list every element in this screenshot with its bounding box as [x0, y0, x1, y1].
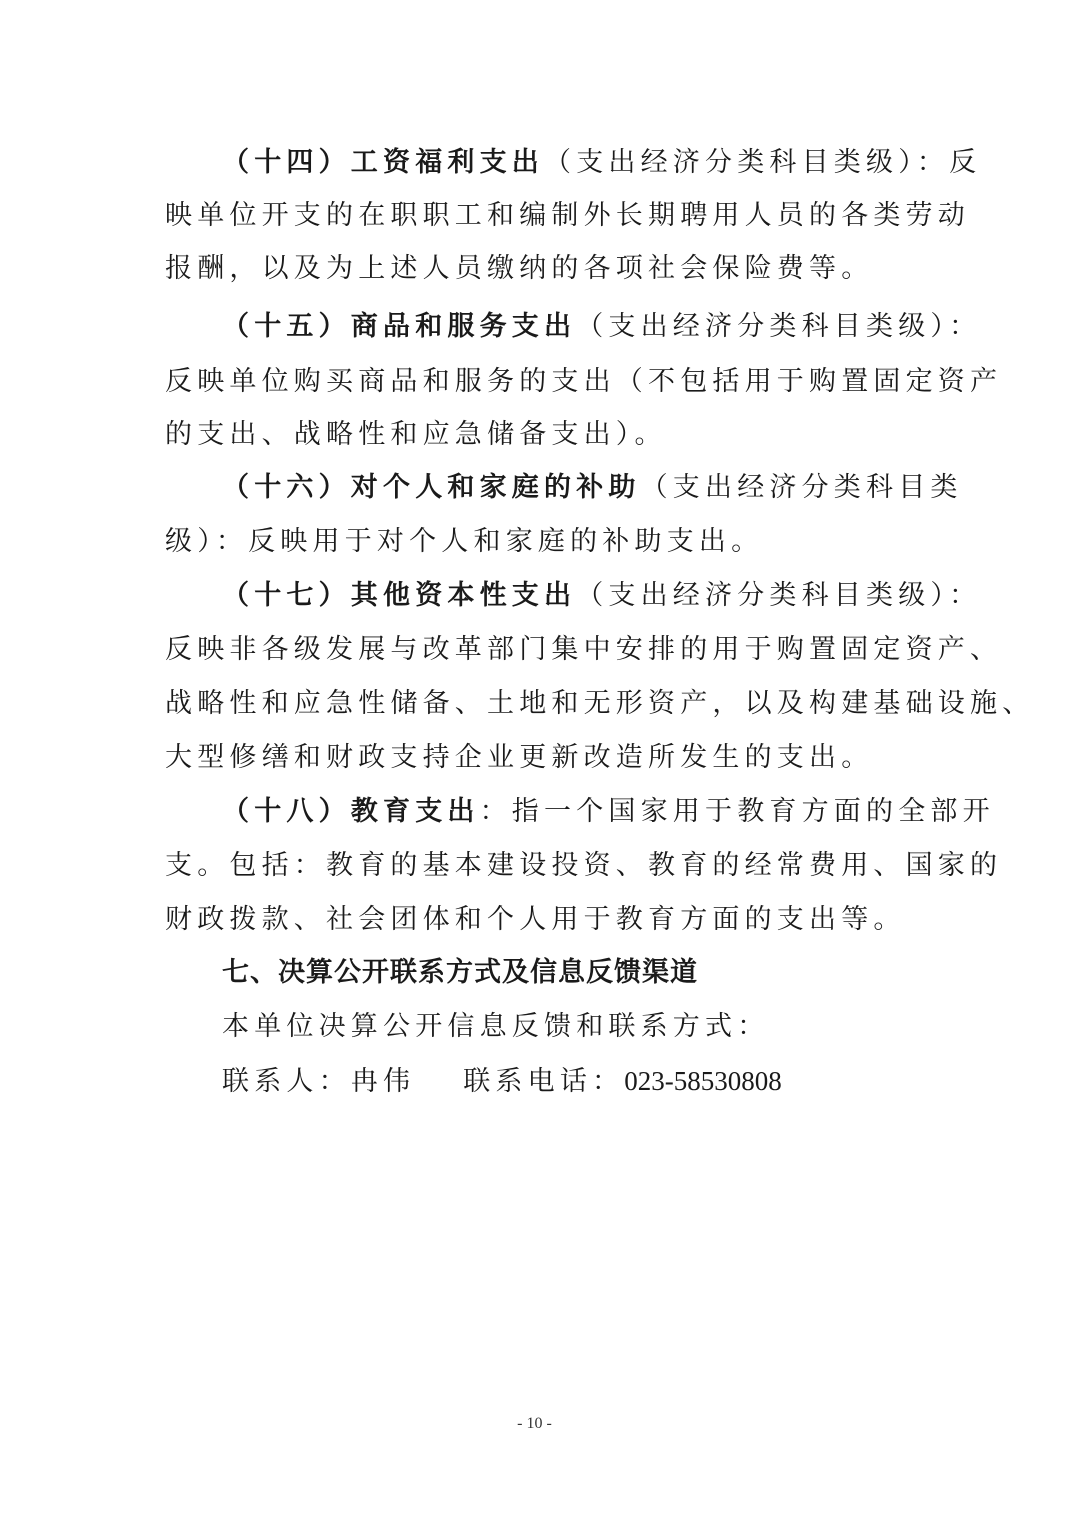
page-number: - 10 - — [517, 1415, 552, 1432]
term-title: （十八）教育支出 — [222, 796, 480, 827]
contact-person-label: 联系人： — [222, 1066, 351, 1097]
paragraph-15-line-3: 的支出、战略性和应急储备支出）。 — [165, 419, 667, 450]
term-title: （十五）商品和服务支出 — [222, 311, 577, 342]
contact-person-name: 冉伟 — [350, 1066, 416, 1097]
paragraph-14-line-1: （十四）工资福利支出（支出经济分类科目类级）：反 — [222, 147, 982, 178]
paragraph-17-line-4: 大型修缮和财政支持企业更新改造所发生的支出。 — [165, 742, 874, 773]
paragraph-17-line-2: 反映非各级发展与改革部门集中安排的用于购置固定资产、 — [165, 634, 1003, 665]
term-title: （十六）对个人和家庭的补助 — [222, 472, 641, 503]
paragraph-14-line-2: 映单位开支的在职职工和编制外长期聘用人员的各类劳动 — [165, 200, 970, 231]
contact-line — [222, 1063, 967, 1100]
paragraph-16-line-2: 级）：反映用于对个人和家庭的补助支出。 — [165, 526, 764, 557]
term-title: （十四）工资福利支出 — [222, 147, 544, 178]
paragraph-18-line-1: （十八）教育支出：指一个国家用于教育方面的全部开 — [222, 796, 995, 827]
contact-phone: 023-58530808 — [624, 1066, 782, 1096]
paragraph-16-line-1: （十六）对个人和家庭的补助（支出经济分类科目类 — [222, 472, 963, 503]
paragraph-17-line-3: 战略性和应急性储备、土地和无形资产，以及构建基础设施、 — [165, 688, 1035, 719]
paragraph-17-line-1: （十七）其他资本性支出（支出经济分类科目类级）： — [222, 580, 982, 611]
paragraph-18-line-2: 支。包括：教育的基本建设投资、教育的经常费用、国家的 — [165, 850, 1003, 881]
paragraph-15-line-2: 反映单位购买商品和服务的支出（不包括用于购置固定资产 — [165, 366, 1003, 397]
term-title: （十七）其他资本性支出 — [222, 580, 577, 611]
paragraph-18-line-3: 财政拨款、社会团体和个人用于教育方面的支出等。 — [165, 904, 906, 935]
paragraph-15-line-1: （十五）商品和服务支出（支出经济分类科目类级）： — [222, 311, 982, 342]
section-heading: 七、决算公开联系方式及信息反馈渠道 — [222, 957, 698, 988]
paragraph-14-line-3: 报酬，以及为上述人员缴纳的各项社会保险费等。 — [165, 253, 874, 284]
contact-phone-label: 联系电话： — [463, 1066, 625, 1097]
contact-intro: 本单位决算公开信息反馈和联系方式： — [222, 1011, 770, 1042]
